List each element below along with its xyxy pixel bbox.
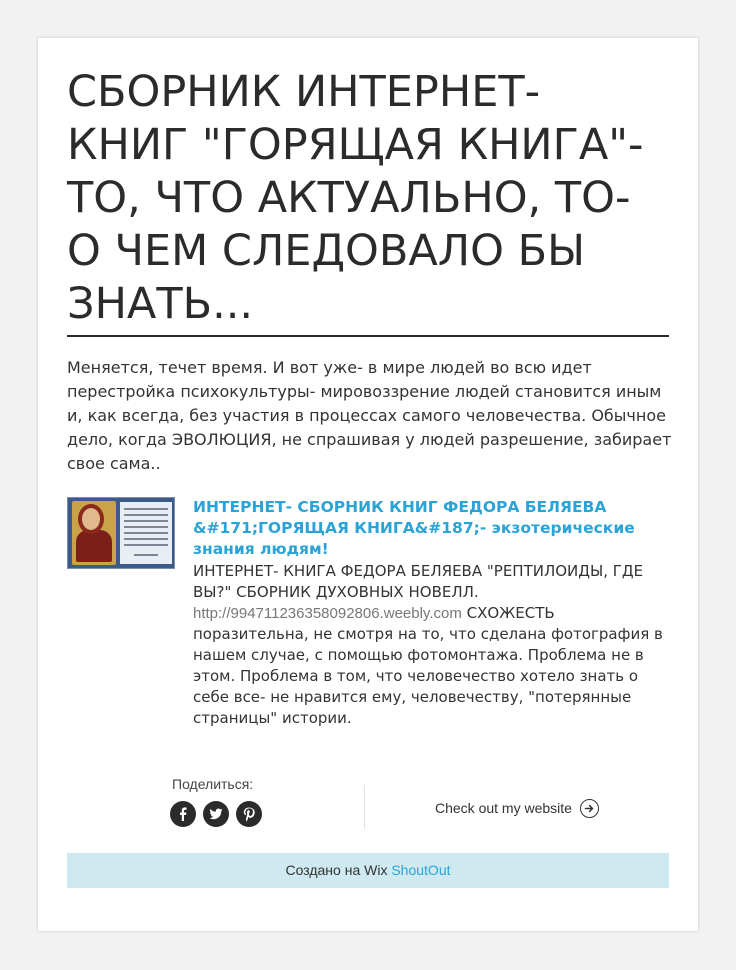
pinterest-icon [241,806,257,822]
twitter-icon [208,806,224,822]
facebook-icon [175,806,191,822]
thumbnail-text-line [124,544,168,546]
intro-paragraph: Меняется, течет время. И вот уже- в мире людей во всю идет перестройка психокультуры- мировоззрение людей становится иным и, как всегда, без участия в процессах самого человечества. Обычное дело, когда ЭВОЛЮЦИЯ, не спрашивая у людей разрешение, забирает свое сама.. [67,358,672,473]
thumbnail-text-line [124,538,168,540]
article-excerpt [193,561,671,729]
icon-robe-shape [76,530,112,562]
article-thumbnail[interactable] [67,497,175,569]
article-excerpt-start: ИНТЕРНЕТ- КНИГА ФЕДОРА БЕЛЯЕВА "РЕПТИЛОИДЫ, ГДЕ ВЫ?" СБОРНИК ДУХОВНЫХ НОВЕЛЛ. [193,562,644,601]
article-title-link[interactable]: ИНТЕРНЕТ- СБОРНИК КНИГ ФЕДОРА БЕЛЯЕВА &#171;ГОРЯЩАЯ КНИГА&#187;- экзотерические знания людям! [193,498,635,558]
newsletter-card [38,38,698,931]
twitter-share-button[interactable] [203,801,229,827]
article-excerpt-end: СХОЖЕСТЬ поразительна, не смотря на то, что сделана фотография в нашем случае, с помощью фотомонтажа. Проблема не в этом. Проблема в том, что человечество хотело знать о себе все- не нравится ему, человечеству, "потерянные страницы" истории. [193,604,663,727]
thumbnail-text-line [124,514,168,516]
thumbnail-text-line [124,526,168,528]
thumbnail-text-line [124,532,168,534]
page-title: СБОРНИК ИНТЕРНЕТ- КНИГ "ГОРЯЩАЯ КНИГА"- ТО, ЧТО АКТУАЛЬНО, ТО- О ЧЕМ СЛЕДОВАЛО БЫ ЗНАТЬ... [67,67,644,329]
pinterest-share-button[interactable] [236,801,262,827]
title-divider [67,335,669,337]
thumbnail-text-line [134,554,158,556]
thumbnail-text-line [124,520,168,522]
footer-divider [364,785,365,829]
check-website-link[interactable] [435,796,599,820]
share-label: Поделиться: [172,776,254,792]
facebook-share-button[interactable] [170,801,196,827]
wix-shoutout-footer [67,853,669,888]
arrow-right-circle-icon [580,799,599,818]
shoutout-brand-link[interactable]: ShoutOut [391,862,451,878]
check-website-label: Check out my website [435,800,572,816]
footer-created-text: Создано на Wix [285,862,392,878]
thumbnail-text-line [124,508,168,510]
icon-face-shape [82,508,100,530]
article-url-link[interactable]: http://994711236358092806.weebly.com [193,605,462,622]
